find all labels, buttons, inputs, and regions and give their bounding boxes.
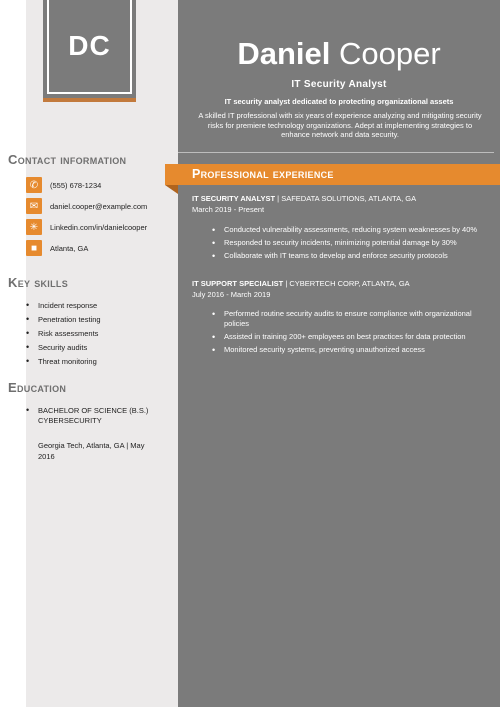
duty-item: • Collaborate with IT teams to develop and enforce security protocols — [212, 251, 492, 261]
duty-item: • Assisted in training 200+ employees on best practices for data protection — [212, 332, 492, 342]
skill-item: • Penetration testing — [26, 315, 101, 324]
location-text: Atlanta, GA — [50, 243, 89, 253]
job-company-1: | SAFEDATA SOLUTIONS, ATLANTA, GA — [275, 194, 417, 203]
monogram-box — [43, 0, 136, 102]
job-dates-2: July 2016 - March 2019 — [192, 290, 271, 299]
duty-item: • Performed routine security audits to ensure compliance with organizational policies — [212, 309, 492, 329]
email-text[interactable]: daniel.cooper@example.com — [50, 201, 148, 211]
skill-item: • Security audits — [26, 343, 101, 352]
job-company-2: | CYBERTECH CORP, ATLANTA, GA — [283, 279, 410, 288]
contact-location — [26, 240, 88, 256]
contact-linkedin[interactable] — [26, 219, 147, 235]
skill-item: • Risk assessments — [26, 329, 101, 338]
header-divider — [178, 152, 494, 153]
candidate-name — [178, 36, 500, 72]
job-role-1 — [192, 194, 416, 203]
duty-item: • Responded to security incidents, minimizing potential damage by 30% — [212, 238, 492, 248]
skill-item: • Threat monitoring — [26, 357, 101, 366]
skills-heading: Key skills — [8, 275, 69, 290]
duty-item: • Monitored security systems, preventing unauthorized access — [212, 345, 492, 355]
job-title: IT Security Analyst — [291, 79, 387, 90]
experience-banner-fold — [165, 185, 178, 194]
monogram-frame — [47, 0, 132, 94]
job-duties-1 — [212, 225, 492, 261]
contact-heading: Contact information — [8, 152, 127, 167]
education-school: Georgia Tech, Atlanta, GA | May 2016 — [38, 441, 145, 461]
education-degree: • BACHELOR OF SCIENCE (B.S.) CYBERSECURITY — [26, 406, 166, 425]
monogram-initials: DC — [68, 30, 111, 61]
experience-heading: Professional experience — [192, 167, 334, 181]
job-duties-2 — [212, 309, 492, 355]
contact-phone — [26, 177, 101, 193]
job-title-1: IT SECURITY ANALYST — [192, 194, 276, 203]
linkedin-icon: ✳ — [26, 219, 42, 235]
first-name: Daniel — [237, 36, 331, 71]
location-icon: ■ — [26, 240, 42, 256]
left-white-strip — [0, 0, 26, 707]
last-name: Cooper — [338, 36, 441, 71]
phone-icon: ✆ — [26, 177, 42, 193]
summary: A skilled IT professional with six years of experience analyzing and mitigating security risks for premiere technology organizations. Adept at implementing strategies to enhance network and data security. — [198, 111, 482, 139]
job-title-2: IT SUPPORT SPECIALIST — [192, 279, 284, 288]
contact-email[interactable] — [26, 198, 147, 214]
education-heading: Education — [8, 380, 67, 395]
job-role-2 — [192, 279, 410, 288]
tagline: IT security analyst dedicated to protecting organizational assets — [224, 97, 454, 106]
skills-list — [26, 301, 101, 366]
phone-text: (555) 678-1234 — [50, 180, 102, 190]
duty-item: • Conducted vulnerability assessments, reducing system weaknesses by 40% — [212, 225, 492, 235]
skill-item: • Incident response — [26, 301, 101, 310]
email-icon: ✉ — [26, 198, 42, 214]
job-dates-1: March 2019 - Present — [192, 205, 265, 214]
linkedin-text[interactable]: Linkedin.com/in/danielcooper — [50, 222, 148, 232]
